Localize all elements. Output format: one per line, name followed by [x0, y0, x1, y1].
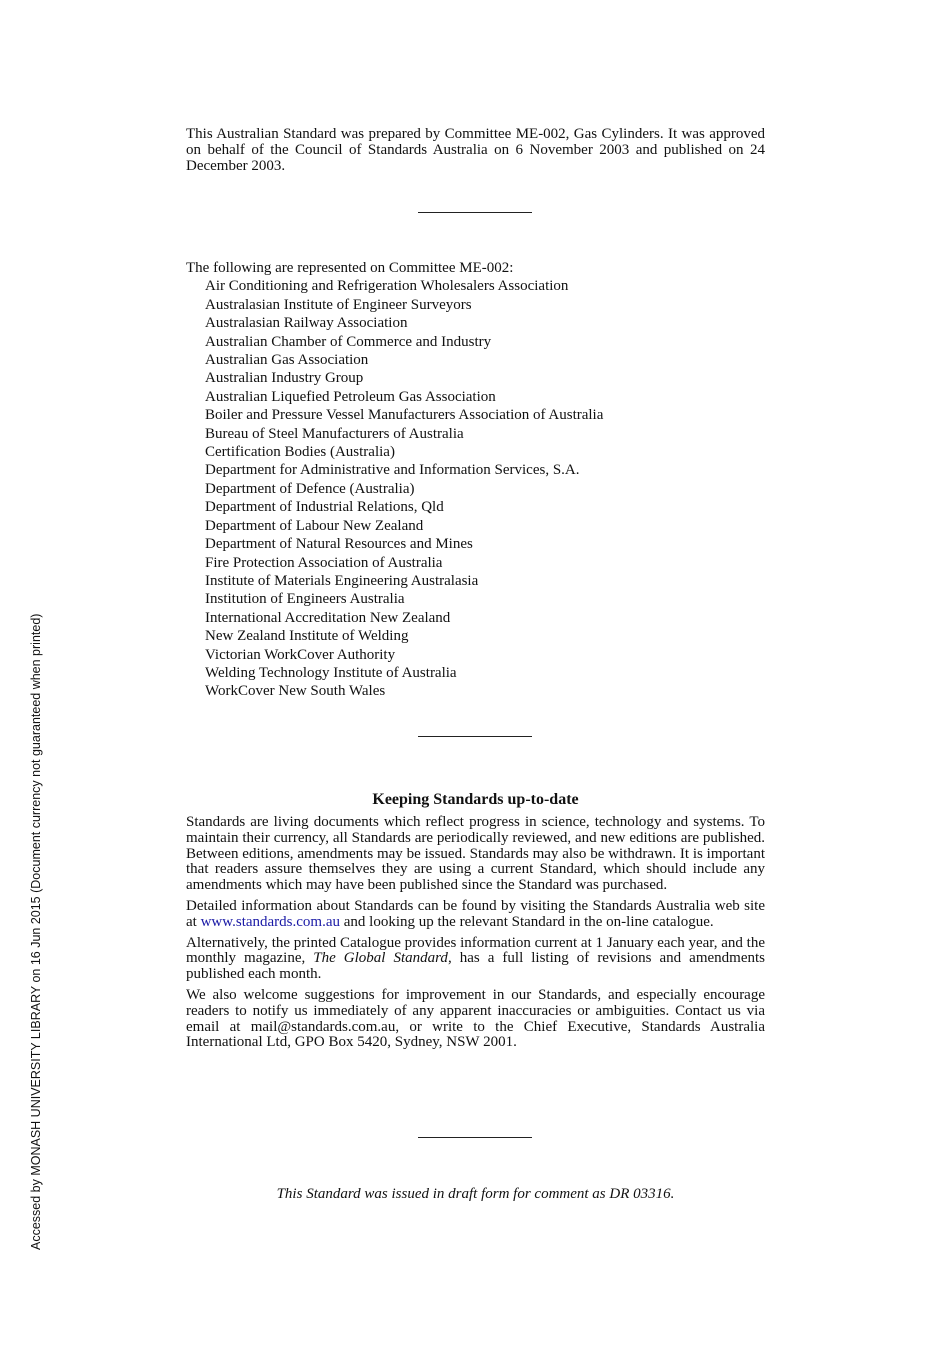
member-item: Welding Technology Institute of Australia	[205, 664, 457, 681]
member-item: Department of Natural Resources and Mines	[205, 536, 473, 553]
member-item: Australian Liquefied Petroleum Gas Association	[205, 388, 496, 405]
section-title: Keeping Standards up-to-date	[372, 791, 579, 808]
member-item: Department of Industrial Relations, Qld	[205, 499, 444, 516]
website-text-before: Detailed information about Standards can be found by visiting the Standards Australia web site at	[186, 897, 765, 930]
member-item: Department of Labour New Zealand	[205, 517, 424, 534]
member-item: Institution of Engineers Australia	[205, 591, 405, 608]
member-item: Australasian Institute of Engineer Surveyors	[205, 296, 472, 313]
member-item: Department of Defence (Australia)	[205, 480, 415, 497]
member-item: Certification Bodies (Australia)	[205, 444, 395, 461]
paragraph-living-documents: Standards are living documents which reflect progress in science, technology and systems. To maintain their currency, all Standards are periodically reviewed, and new editions are published. Between editions, amendments may be issued. Standards may also be withdrawn. It is important that readers assure themselves they are using a current Standard, which should include any amendments which may have been published since the Standard was purchased.	[186, 814, 765, 894]
catalogue-text-before: Alternatively, the printed Catalogue provides information current at 1 January each year, and the monthly magazine,	[186, 934, 765, 967]
approval-text: This Australian Standard was prepared by Committee ME-002, Gas Cylinders. It was approved on behalf of the Council of Standards Australia on 6 November 2003 and published on 24 December 2003.	[186, 126, 765, 174]
committee-members	[186, 259, 765, 701]
member-item: Bureau of Steel Manufacturers of Australia	[205, 425, 464, 442]
paragraph-contact: We also welcome suggestions for improvement in our Standards, and especially encourage readers to notify us immediately of any apparent inaccuracies or ambiguities. Contact us via email at mail@standards.com.au, or write to the Chief Executive, Standards Australia International Ltd, GPO Box 5420, Sydney, NSW 2001.	[186, 986, 765, 1051]
magazine-title: The Global Standard	[313, 950, 448, 967]
divider	[418, 736, 532, 737]
member-item: Boiler and Pressure Vessel Manufacturers Association of Australia	[205, 407, 604, 424]
member-item: International Accreditation New Zealand	[205, 609, 451, 626]
website-text-after: and looking up the relevant Standard in the on-line catalogue.	[340, 913, 714, 930]
member-item: WorkCover New South Wales	[205, 683, 386, 700]
paragraph-website	[186, 899, 765, 931]
member-item: Australian Chamber of Commerce and Industry	[205, 333, 492, 350]
member-item: Victorian WorkCover Authority	[205, 646, 396, 663]
member-item: New Zealand Institute of Welding	[205, 628, 409, 645]
member-item: Australian Industry Group	[205, 370, 364, 387]
access-watermark: Accessed by MONASH UNIVERSITY LIBRARY on 16 Jun 2015 (Document currency not guaranteed when printed)	[29, 613, 43, 1250]
members-list	[186, 277, 765, 700]
member-item: Air Conditioning and Refrigeration Wholesalers Association	[205, 278, 569, 295]
standards-website-link[interactable]: www.standards.com.au	[200, 913, 340, 930]
paragraph-catalogue	[186, 936, 765, 983]
members-heading: The following are represented on Committee ME-002:	[186, 260, 514, 276]
member-item: Institute of Materials Engineering Australasia	[205, 572, 479, 589]
keeping-standards-section	[186, 790, 765, 1056]
approval-statement	[186, 126, 765, 174]
divider	[418, 1137, 532, 1138]
member-item: Australian Gas Association	[205, 352, 369, 369]
catalogue-text-after: , has a full listing of revisions and amendments published each month.	[186, 950, 765, 983]
member-item: Department for Administrative and Information Services, S.A.	[205, 462, 580, 479]
draft-note: This Standard was issued in draft form for comment as DR 03316.	[276, 1186, 675, 1202]
member-item: Australasian Railway Association	[205, 315, 408, 332]
member-item: Fire Protection Association of Australia	[205, 554, 443, 571]
divider	[418, 212, 532, 213]
